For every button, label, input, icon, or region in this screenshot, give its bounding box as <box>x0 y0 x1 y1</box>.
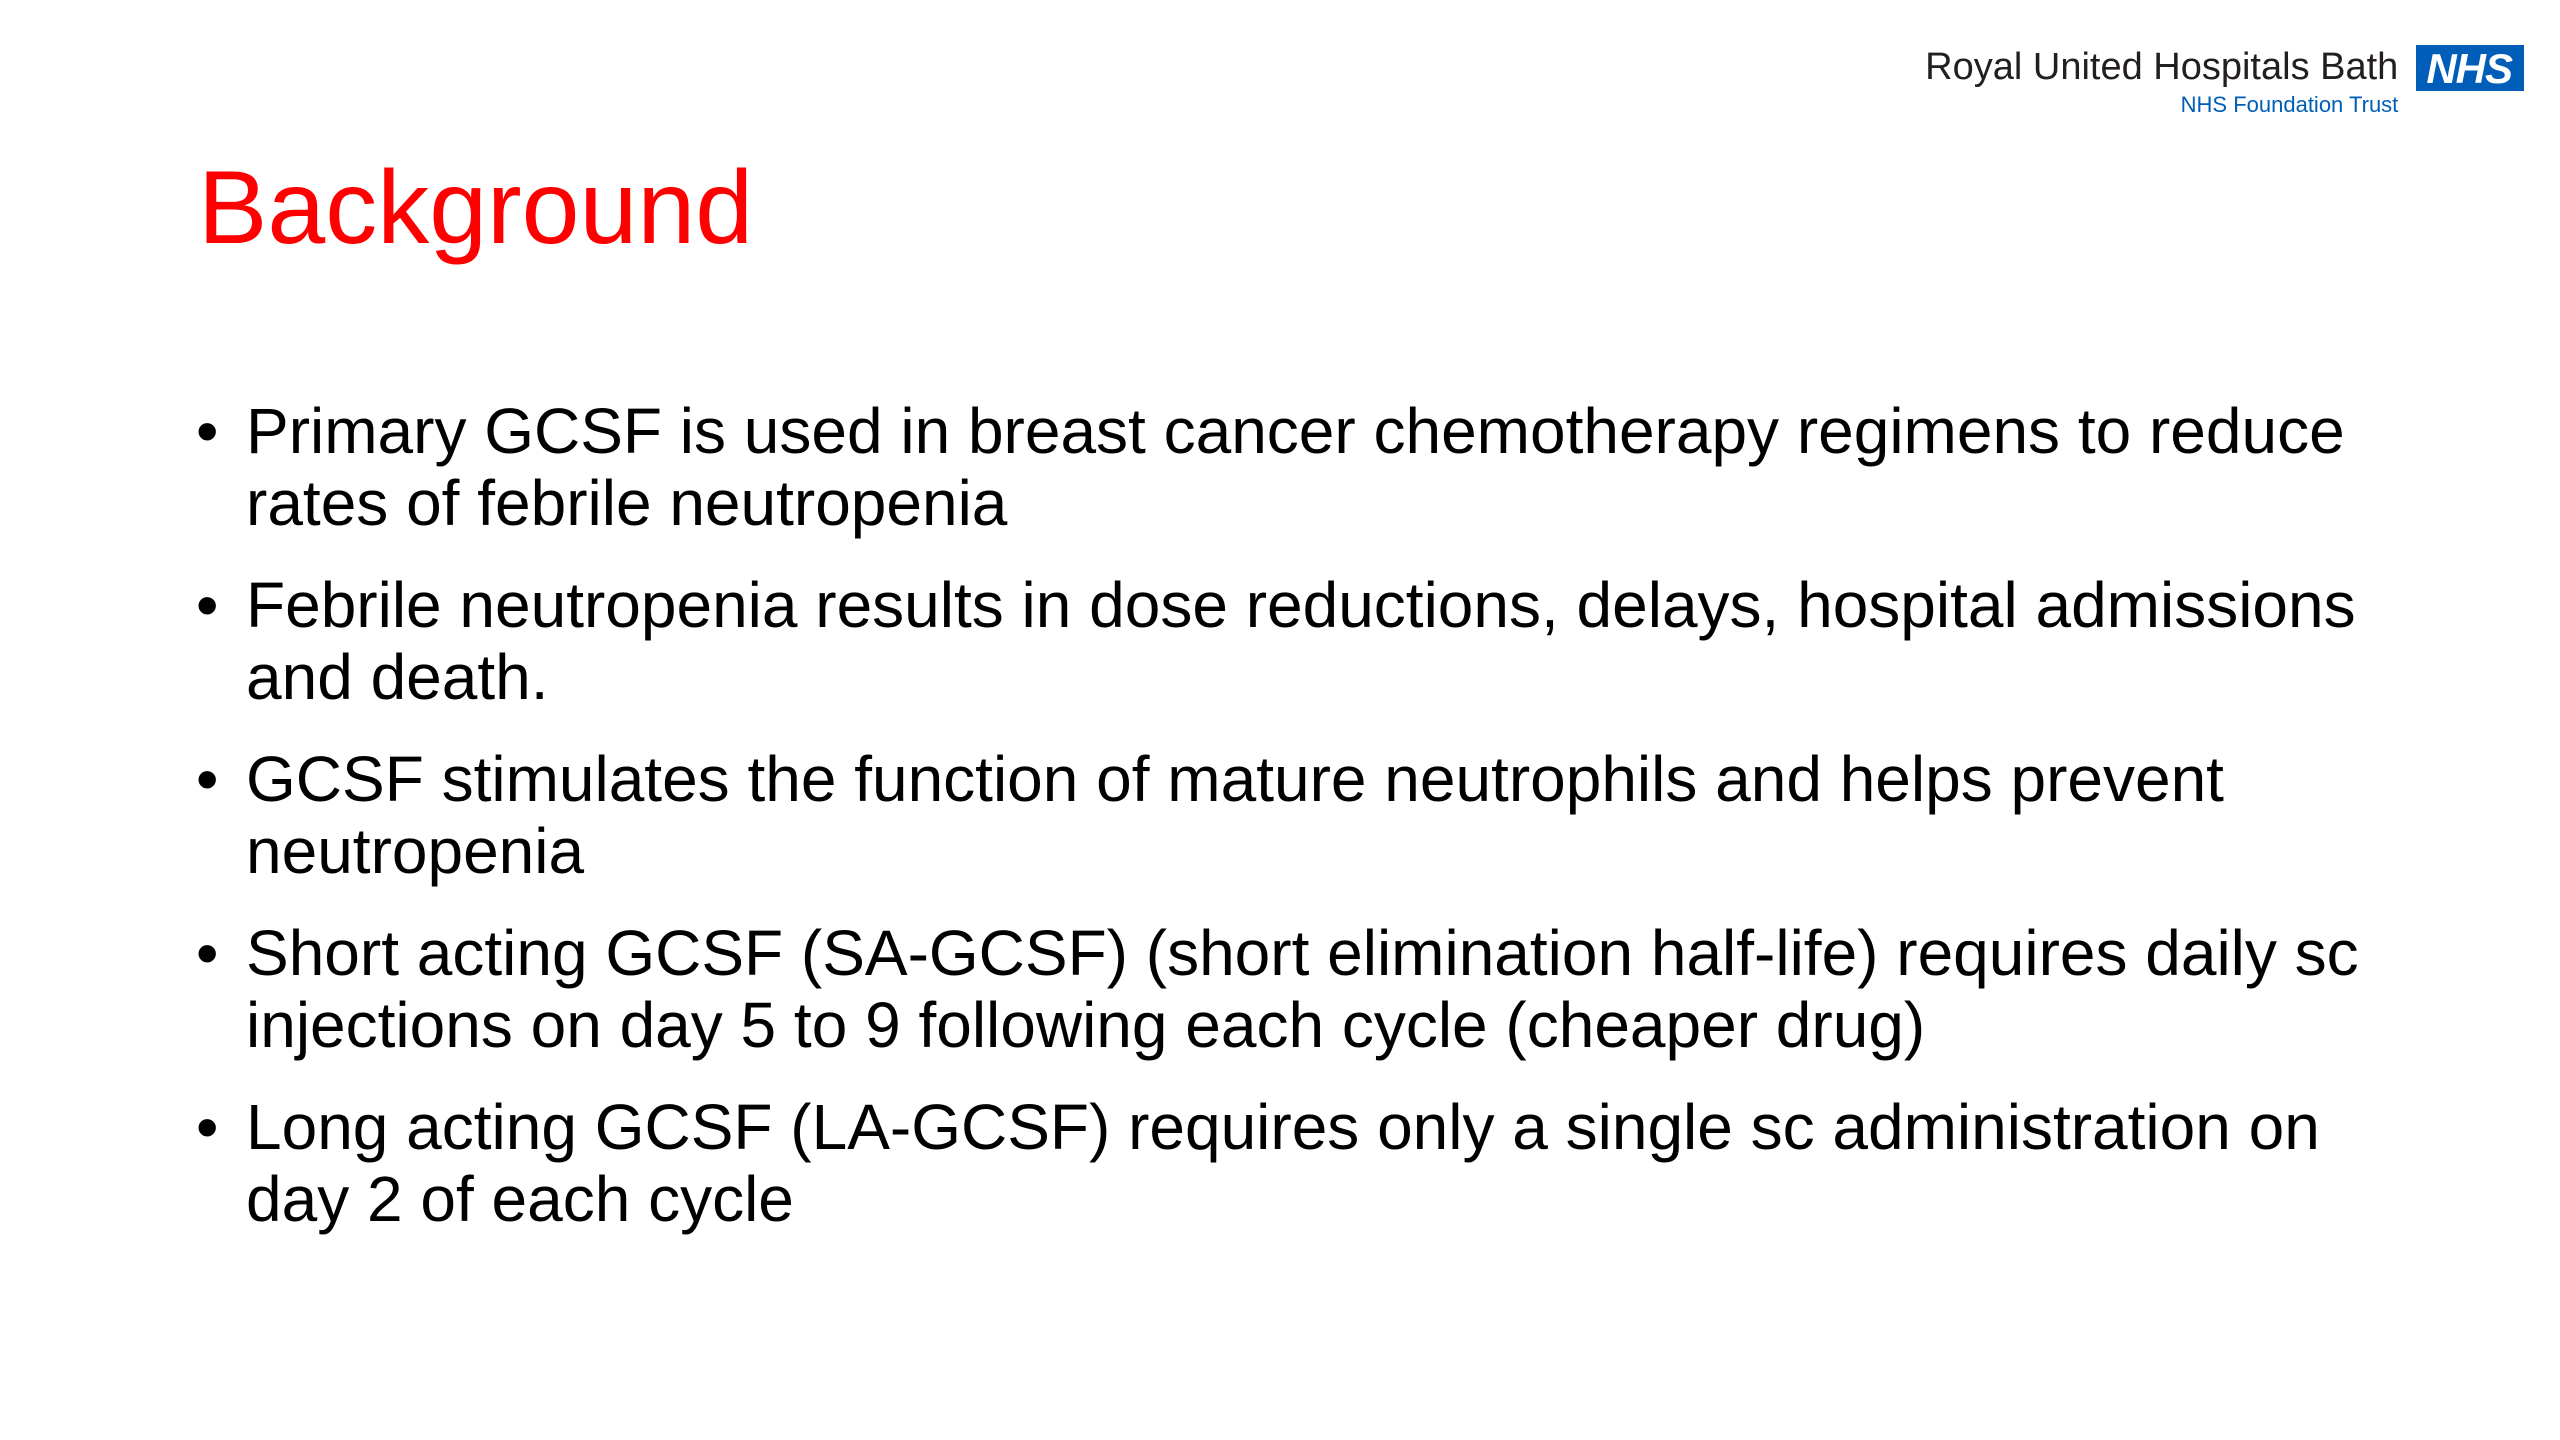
org-name: Royal United Hospitals Bath <box>1925 46 2399 88</box>
org-subtitle: NHS Foundation Trust <box>2180 92 2399 117</box>
slide-title: Background <box>198 150 754 266</box>
bullet-item: • Long acting GCSF (LA-GCSF) requires only a single sc administration on day 2 of each cycle <box>196 1091 2426 1235</box>
bullet-item: • Short acting GCSF (SA-GCSF) (short elimination half-life) requires daily sc injections on day 5 to 9 following each cycle (cheaper drug) <box>196 917 2426 1061</box>
bullet-item: • Primary GCSF is used in breast cancer chemotherapy regimens to reduce rates of febrile neutropenia <box>196 395 2426 539</box>
nhs-trust-logo <box>1925 44 2524 120</box>
bullet-item: • Febrile neutropenia results in dose reductions, delays, hospital admissions and death. <box>196 569 2426 713</box>
logo-text <box>1925 44 2398 120</box>
bullet-item: • GCSF stimulates the function of mature neutrophils and helps prevent neutropenia <box>196 743 2426 887</box>
nhs-badge: NHS <box>2416 45 2524 91</box>
bullet-list <box>196 395 2426 1265</box>
